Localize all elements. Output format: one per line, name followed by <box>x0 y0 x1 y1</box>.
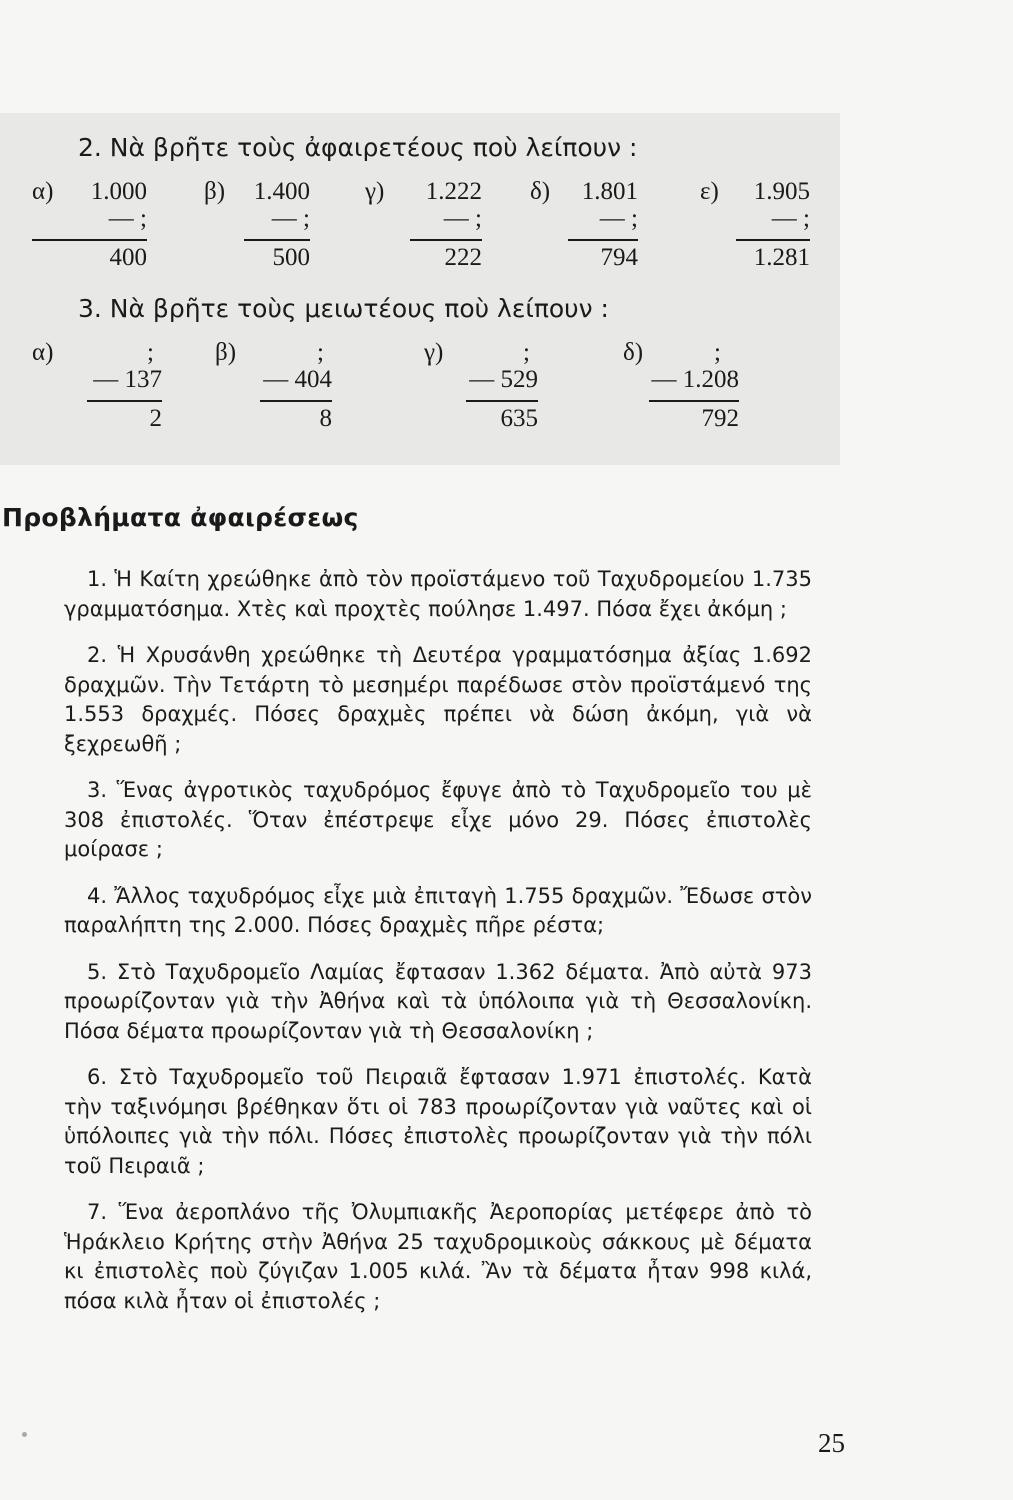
exercise2-item-d <box>530 178 638 273</box>
result: 500 <box>272 244 310 271</box>
result: 794 <box>600 244 638 271</box>
minuend: ; <box>523 339 530 366</box>
subtrahend: — ; <box>771 205 810 232</box>
result: 8 <box>319 405 332 432</box>
item-label: γ) <box>365 178 385 205</box>
subtrahend: — ; <box>271 205 310 232</box>
problem-5: 5. Στὸ Ταχυδρομεῖο Λαμίας ἔφτασαν 1.362 δέματα. Ἀπὸ αὐτὰ 973 προωρίζονταν γιὰ τὴν Ἀθήνα καὶ τὰ ὑπόλοιπα γιὰ τὴ Θεσσαλονίκη. Πόσα δέματα προωρίζονταν γιὰ τὴ Θεσσαλονίκη ; <box>64 959 812 1043</box>
item-label: γ) <box>424 339 444 366</box>
result-line <box>260 400 332 402</box>
result-line <box>568 239 638 241</box>
subtrahend: — 1.208 <box>651 366 739 393</box>
exercise3-item-d <box>623 339 739 434</box>
minuend: 1.801 <box>581 178 638 205</box>
result-line <box>32 239 147 241</box>
subtrahend: — 529 <box>469 366 538 393</box>
minuend: 1.222 <box>425 178 482 205</box>
problem-2: 2. Ἡ Χρυσάνθη χρεώθηκε τὴ Δευτέρα γραμματόσημα ἀξίας 1.692 δραχμῶν. Τὴν Τετάρτη τὸ μεσημέρι παρέδωσε στὸν προϊστάμενό της 1.553 δραχμές. Πόσες δραχμὲς πρέπει νὰ δώση ἀκόμη, γιὰ νὰ ξεχρεωθῆ ; <box>64 643 812 756</box>
minuend: ; <box>714 339 721 366</box>
result: 2 <box>149 405 162 432</box>
minuend: ; <box>317 339 324 366</box>
result-line <box>244 239 310 241</box>
result-line <box>649 400 739 402</box>
subtrahend: — 137 <box>93 366 162 393</box>
problems-list <box>64 565 812 1333</box>
minuend: ; <box>147 339 154 366</box>
item-label: δ) <box>623 339 644 366</box>
exercise2-item-e <box>700 178 810 273</box>
item-label: α) <box>32 339 54 366</box>
exercise3-item-c <box>424 339 538 434</box>
result-line <box>410 239 482 241</box>
result: 635 <box>500 405 538 432</box>
scan-speck <box>22 1432 27 1437</box>
result: 1.281 <box>753 244 810 271</box>
result-line <box>466 400 538 402</box>
page-number: 25 <box>818 1428 845 1458</box>
problem-3: 3. Ἕνας ἀγροτικὸς ταχυδρόμος ἔφυγε ἀπὸ τὸ Ταχυδρομεῖο του μὲ 308 ἐπιστολές. Ὅταν ἐπέστρεψε εἶχε μόνο 29. Πόσες ἐπιστολὲς μοίρασε ; <box>64 778 812 861</box>
item-label: β) <box>215 339 237 366</box>
problem-1: 1. Ἡ Καίτη χρεώθηκε ἀπὸ τὸν προϊστάμενο τοῦ Ταχυδρομείου 1.735 γραμματόσημα. Χτὲς καὶ προχτὲς πούλησε 1.497. Πόσα ἔχει ἀκόμη ; <box>64 567 812 621</box>
exercise3-item-b <box>215 339 332 434</box>
exercise2-item-c <box>365 178 482 273</box>
exercise2-item-a <box>32 178 147 273</box>
subtrahend: — ; <box>443 205 482 232</box>
subtrahend: — ; <box>108 205 147 232</box>
result: 222 <box>444 244 482 271</box>
problem-7: 7. Ἕνα ἀεροπλάνο τῆς Ὀλυμπιακῆς Ἀεροπορίας μετέφερε ἀπὸ τὸ Ἡράκλειο Κρήτης στὴν Ἀθήνα 25 ταχυδρομικοὺς σάκκους μὲ δέματα κι ἐπιστολὲς ποὺ ζύγιζαν 1.005 κιλά. Ἂν τὰ δέματα ἦταν 998 κιλά, πόσα κιλὰ ἦταν οἱ ἐπιστολές ; <box>64 1200 812 1313</box>
subtrahend: — ; <box>599 205 638 232</box>
exercise3-heading: 3. Νὰ βρῆτε τοὺς μειωτέους ποὺ λείπουν : <box>78 294 609 323</box>
item-label: δ) <box>530 178 551 205</box>
result: 400 <box>109 244 147 271</box>
minuend: 1.905 <box>753 178 810 205</box>
item-label: α) <box>32 178 54 205</box>
item-label: β) <box>204 178 226 205</box>
exercise2-item-b <box>204 178 310 273</box>
exercise2-heading: 2. Νὰ βρῆτε τοὺς ἀφαιρετέους ποὺ λείπουν : <box>78 133 638 162</box>
result-line <box>87 400 162 402</box>
subtrahend: — 404 <box>263 366 332 393</box>
problem-6: 6. Στὸ Ταχυδρομεῖο τοῦ Πειραιᾶ ἔφτασαν 1.971 ἐπιστολές. Κατὰ τὴν ταξινόμησι βρέθηκαν ὅτι οἱ 783 προωρίζονταν γιὰ ναῦτες καὶ οἱ ὑπόλοιπες γιὰ τὴν πόλι. Πόσες ἐπιστολὲς προωρίζονταν γιὰ τὴν πόλι τοῦ Πειραιᾶ ; <box>64 1065 812 1178</box>
result: 792 <box>701 405 739 432</box>
item-label: ε) <box>700 178 719 205</box>
problem-4: 4. Ἄλλος ταχυδρόμος εἶχε μιὰ ἐπιταγὴ 1.755 δραχμῶν. Ἔδωσε στὸν παραλήπτη της 2.000. Πόσες δραχμὲς πῆρε ρέστα; <box>64 883 812 937</box>
minuend: 1.000 <box>90 178 147 205</box>
section-title: Προβλήματα ἀφαιρέσεως <box>2 503 359 532</box>
minuend: 1.400 <box>253 178 310 205</box>
result-line <box>736 239 810 241</box>
exercise3-item-a <box>32 339 162 434</box>
